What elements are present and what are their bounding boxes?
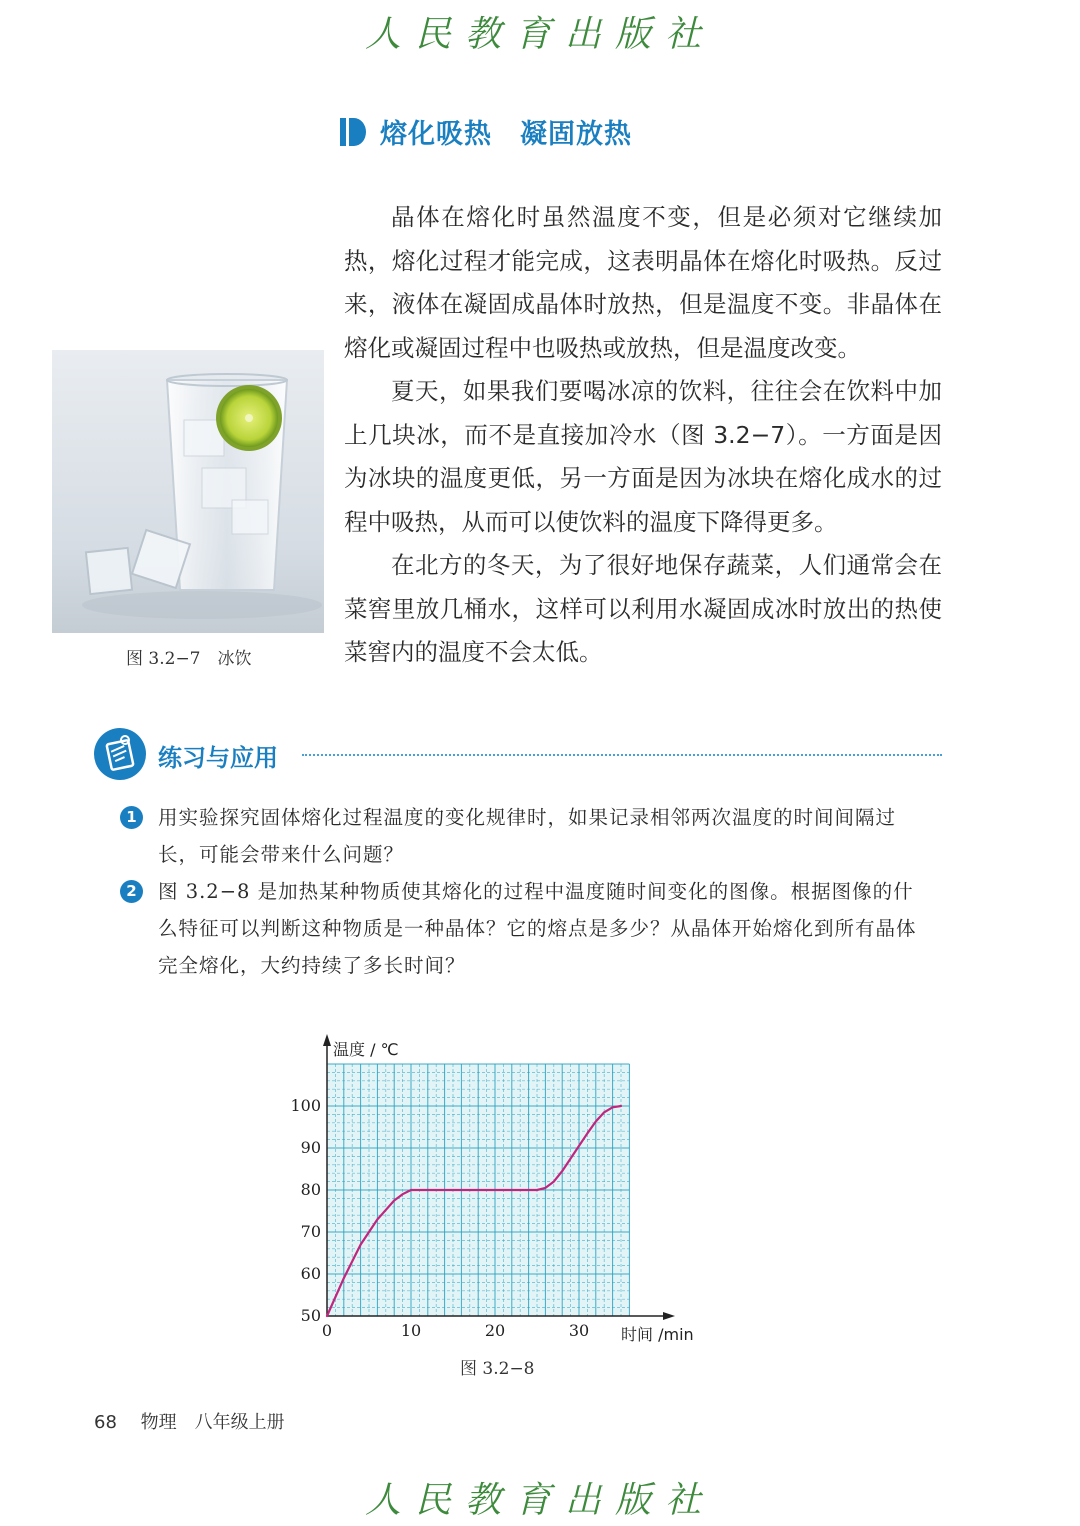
y-tick-label: 90 — [300, 1138, 321, 1157]
section-marker-icon — [340, 118, 366, 146]
question-number: 1 — [120, 806, 143, 829]
dotted-divider — [302, 754, 942, 756]
publisher-logo: 人民教育出版社 — [364, 14, 715, 55]
notepad-icon — [92, 726, 148, 782]
y-tick-label: 100 — [290, 1096, 321, 1115]
body-text — [344, 196, 942, 675]
x-tick-label: 20 — [484, 1321, 506, 1340]
question-item — [120, 873, 920, 984]
publisher-logo: 人民教育出版社 — [364, 1480, 715, 1521]
y-tick-label: 80 — [300, 1180, 321, 1199]
paragraph: 在北方的冬天，为了很好地保存蔬菜，人们通常会在菜窖里放几桶水，这样可以利用水凝固成冰时放出的热使菜窖内的温度不会太低。 — [344, 551, 942, 666]
page-footer — [94, 1408, 285, 1434]
y-axis-label: 温度 / ℃ — [333, 1040, 399, 1059]
paragraph: 晶体在熔化时虽然温度不变，但是必须对它继续加热，熔化过程才能完成，这表明晶体在熔化时吸热。反过来，液体在凝固成晶体时放热，但是温度不变。非晶体在熔化或凝固过程中也吸热或放热，但是温度改变。 — [344, 203, 942, 362]
temperature-time-chart — [280, 1030, 720, 1350]
question-number: 2 — [120, 880, 143, 903]
x-axis-label: 时间 /min — [621, 1325, 694, 1344]
section-heading — [340, 112, 632, 151]
x-axis-arrow — [663, 1312, 675, 1320]
page-number: 68 — [94, 1412, 117, 1433]
question-item — [120, 799, 920, 873]
book-title: 物理 八年级上册 — [140, 1412, 285, 1433]
exercise-title: 练习与应用 — [158, 744, 278, 772]
y-tick-label: 70 — [300, 1222, 321, 1241]
y-tick-label: 50 — [300, 1306, 321, 1325]
chart-caption: 图 3.2−8 — [460, 1359, 535, 1379]
x-tick-label: 0 — [321, 1321, 333, 1340]
exercise-header — [92, 726, 942, 782]
y-axis-arrow — [323, 1034, 331, 1046]
figure-caption: 图 3.2−7 冰饮 — [126, 649, 252, 669]
y-tick-label: 60 — [300, 1264, 321, 1283]
question-text: 图 3.2−8 是加热某种物质使其熔化的过程中温度随时间变化的图像。根据图像的什么特征可以判断这种物质是一种晶体？它的熔点是多少？从晶体开始熔化到所有晶体完全熔化，大约持续了多长时间？ — [158, 880, 917, 977]
question-text: 用实验探究固体熔化过程温度的变化规律时，如果记录相邻两次温度的时间间隔过长，可能会带来什么问题？ — [158, 806, 897, 866]
section-title: 熔化吸热 凝固放热 — [380, 119, 632, 150]
ice-drink-photo — [52, 350, 324, 633]
x-tick-label: 10 — [400, 1321, 422, 1340]
x-tick-label: 30 — [568, 1321, 590, 1340]
paragraph: 夏天，如果我们要喝冰凉的饮料，往往会在饮料中加上几块冰，而不是直接加冷水（图 3.2−7）。一方面是因为冰块的温度更低，另一方面是因为冰块在熔化成水的过程中吸热，从而可以使饮料的温度下降得更多。 — [344, 377, 942, 536]
